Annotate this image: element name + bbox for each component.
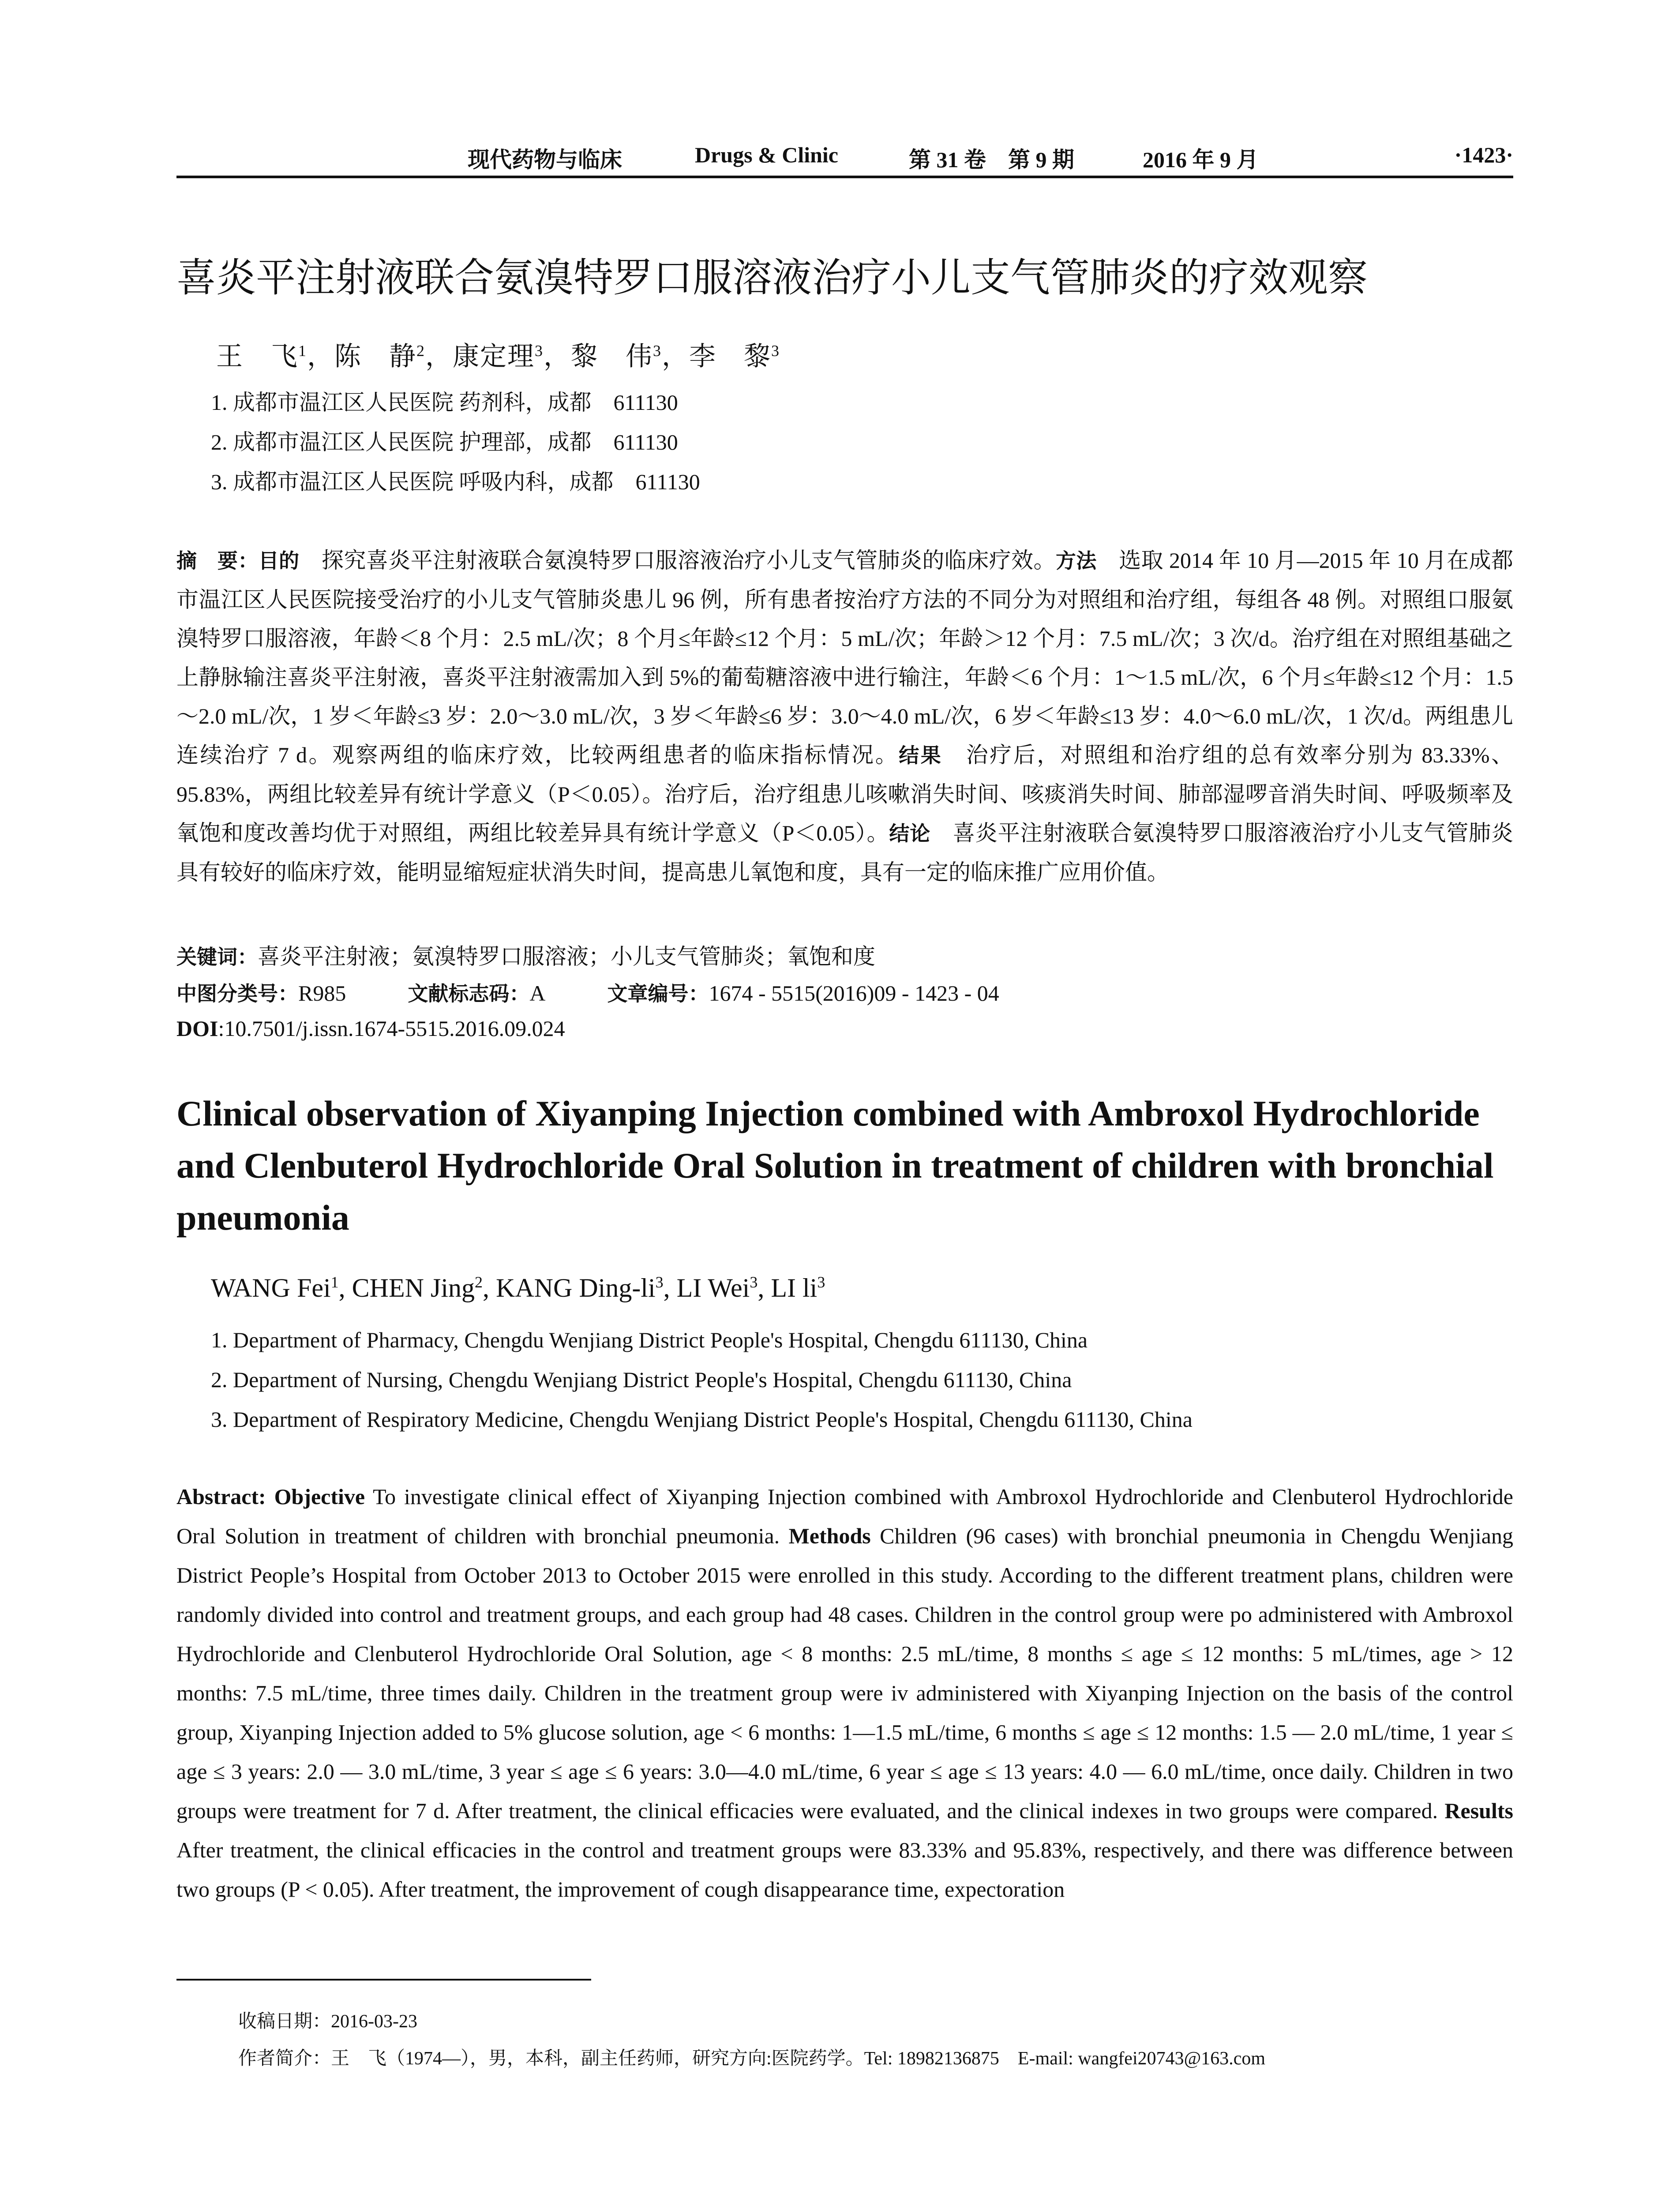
chinese-authors: 王 飞$^1$，陈 静$^2$，康定理$^3$，黎 伟$^3$，李 黎$^3$ [216, 342, 780, 371]
classification-line [176, 978, 999, 1007]
article-no-label: 文章编号： [607, 982, 709, 1005]
keywords-text: 喜炎平注射液；氨溴特罗口服溶液；小儿支气管肺炎；氧饱和度 [258, 944, 875, 969]
running-header [176, 139, 1513, 178]
received-date: 收稿日期：2016-03-23 [238, 2011, 417, 2032]
chinese-title: 喜炎平注射液联合氨溴特罗口服溶液治疗小儿支气管肺炎的疗效观察 [176, 255, 1368, 301]
chinese-affiliation-3: 3. 成都市温江区人民医院 呼吸内科，成都 611130 [211, 469, 700, 494]
en-results-label: Results [1444, 1798, 1513, 1823]
results-label: 结果 [899, 743, 943, 767]
english-title: Clinical observation of Xiyanping Injection combined with Ambroxol Hydrochloride and Clenbuterol Hydrochloride Oral Solution in treatment of children with bronchial pneumonia [176, 1093, 1494, 1238]
abstract-label: 摘 要： [176, 549, 259, 573]
clc-value: R985 [298, 981, 346, 1005]
author-bio [238, 2044, 1265, 2070]
footnote-divider [176, 1979, 591, 1981]
english-authors: WANG Fei$^1$, CHEN Jing$^2$, KANG Ding-$li^3$, LI Wei$^3$, LI $li^3$ [211, 1273, 825, 1302]
en-methods-label: Methods [788, 1523, 871, 1548]
english-affiliation-3: 3. Department of Respiratory Medicine, Chengdu Wenjiang District People's Hospital, Chengdu 611130, China [211, 1407, 1192, 1432]
en-objective-label: Abstract: Objective [176, 1484, 365, 1509]
chinese-abstract [176, 541, 1513, 892]
conclusion-text: 喜炎平注射液联合氨溴特罗口服溶液治疗小儿支气管肺炎具有较好的临床疗效，能明显缩短症状消失时间，提高患儿氧饱和度，具有一定的临床推广应用价值。 [176, 821, 1514, 885]
results-text: 治疗后，对照组和治疗组的总有效率分别为 83.33%、95.83%，两组比较差异有统计学意义（P＜0.05）。治疗后，治疗组患儿咳嗽消失时间、咳痰消失时间、肺部湿啰音消失时间、呼吸频率及氧饱和度改善均优于对照组，两组比较差异具有统计学意义（P＜0.05）。 [176, 743, 1514, 845]
keywords-line [176, 939, 875, 971]
article-no-value: 1674 - 5515(2016)09 - 1423 - 04 [709, 981, 999, 1005]
keywords-label: 关键词： [176, 945, 258, 969]
page-number: ·1423· [1454, 143, 1513, 167]
english-affiliation-2: 2. Department of Nursing, Chengdu Wenjiang District People's Hospital, Chengdu 611130, China [211, 1367, 1072, 1392]
objective-label: 目的 [258, 549, 300, 573]
doccode-label: 文献标志码： [408, 982, 530, 1005]
clc-label: 中图分类号： [176, 982, 298, 1005]
chinese-affiliation-2: 2. 成都市温江区人民医院 护理部，成都 611130 [211, 430, 678, 454]
conclusion-label: 结论 [889, 822, 931, 845]
doi-label: DOI [176, 1016, 218, 1041]
en-objective-text: To investigate clinical effect of Xiyanping Injection combined with Ambroxol Hydrochloride and Clenbuterol Hydrochloride Oral Solution in treatment of children with bronchial pneumonia. [176, 1484, 1513, 1548]
journal-name-cn: 现代药物与临床 [468, 147, 622, 172]
doccode-value: A [529, 981, 546, 1005]
english-affiliation-1: 1. Department of Pharmacy, Chengdu Wenjiang District People's Hospital, Chengdu 611130, China [211, 1328, 1088, 1352]
methods-text: 选取 2014 年 10 月—2015 年 10 月在成都市温江区人民医院接受治疗的小儿支气管肺炎患儿 96 例，所有患者按治疗方法的不同分为对照组和治疗组，每组各 48 例。对照组口服氨溴特罗口服溶液，年龄＜8 个月：2.5 mL/次；8 个月≤年龄≤12 个月：5 mL/次；年龄＞12 个月：7.5 mL/次；3 次/d。治疗组在对照组基础之上静脉输注喜炎平注射液，喜炎平注射液需加入到 5%的葡萄糖溶液中进行输注，年龄＜6 个月：1～1.5 mL/次，6 个月≤年龄≤12 个月：1.5～2.0 mL/次，1 岁＜年龄≤3 岁：2.0～3.0 mL/次，3 岁＜年龄≤6 岁：3.0～4.0 mL/次，6 岁＜年龄≤13 岁：4.0～6.0 mL/次，1 次/d。两组患儿连续治疗 7 d。观察两组的临床疗效，比较两组患者的临床指标情况。 [176, 548, 1514, 767]
methods-label: 方法 [1055, 549, 1097, 573]
journal-name-en: Drugs & Clinic [695, 143, 838, 167]
objective-text: 探究喜炎平注射液联合氨溴特罗口服溶液治疗小儿支气管肺炎的临床疗效。 [299, 548, 1056, 573]
chinese-affiliation-1: 1. 成都市温江区人民医院 药剂科，成都 611130 [211, 390, 678, 415]
en-methods-text: Children (96 cases) with bronchial pneumonia in Chengdu Wenjiang District People’s Hospital from October 2013 to October 2015 were enrolled in this study. According to the different treatment plans, children were randomly divided into control and treatment groups, and each group had 48 cases. Children in the control group were po administered with Ambroxol Hydrochloride and Clenbuterol Hydrochloride Oral Solution, age < 8 months: 2.5 mL/time, 8 months ≤ age ≤ 12 months: 5 mL/times, age > 12 months: 7.5 mL/time, three times daily. Children in the treatment group were iv administered with Xiyanping Injection on the basis of the control group, Xiyanping Injection added to 5% glucose solution, age < 6 months: 1—1.5 mL/time, 6 months ≤ age ≤ 12 months: 1.5 — 2.0 mL/time, 1 year ≤ age ≤ 3 years: 2.0 — 3.0 mL/time, 3 year ≤ age ≤ 6 years: 3.0—4.0 mL/time, 6 year ≤ age ≤ 13 years: 4.0 — 6.0 mL/time, once daily. Children in two groups were treatment for 7 d. After treatment, the clinical efficacies were evaluated, and the clinical indexes in two groups were compared. [176, 1523, 1513, 1823]
en-results-text: After treatment, the clinical efficacies in the control and treatment groups were 83.33% and 95.83%, respectively, and there was difference between two groups (P < 0.05). After treatment, the improvement of cough disappearance time, expectoration [176, 1838, 1513, 1902]
doi-line [176, 1016, 565, 1041]
doi-link[interactable]: :10.7501/j.issn.1674-5515.2016.09.024 [218, 1016, 565, 1041]
author-bio-label: 作者简介： [238, 2048, 331, 2069]
volume-issue: 第 31 卷 第 9 期 [909, 147, 1074, 172]
english-abstract [176, 1477, 1513, 1909]
issue-date: 2016 年 9 月 [1143, 147, 1259, 172]
author-bio-text: 王 飞（1974—），男，本科，副主任药师，研究方向:医院药学。Tel: 18982136875 E-mail: wangfei20743@163.com [331, 2048, 1266, 2069]
